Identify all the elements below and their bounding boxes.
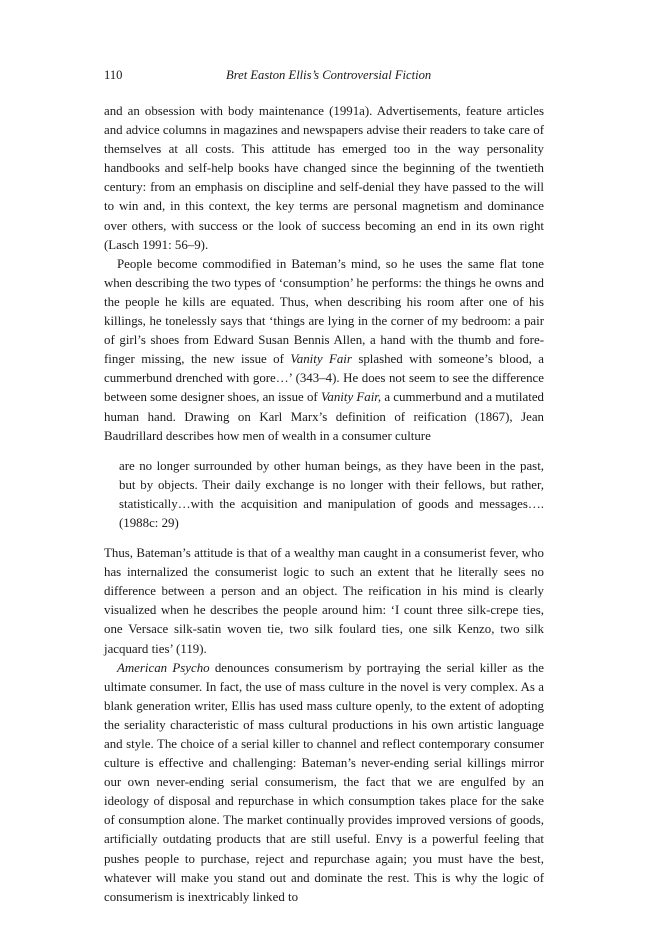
page-number: 110 (104, 68, 123, 82)
text-run: People become commodified in Bateman’s mind, so he uses the same flat tone when describing the two types of ‘consumption’ he performs: the things he owns and the people he kills are equated. Thus, when describing his room after one of his killings, he tonelessly says that ‘things are lying in the corner of my bedroom: a pair of girl’s shoes from Edward Susan Bennis Allen, a hand with the thumb and fore-finger missing, the new issue of (104, 256, 544, 367)
running-head (104, 68, 544, 88)
body-paragraph (104, 659, 544, 907)
text-run: splashed with someone’s blood, a cummerbund drenched with gore…’ (343–4). He does not seem to see the difference between some designer shoes, an issue of (104, 352, 545, 405)
body-paragraph (104, 255, 544, 446)
body-paragraph (104, 102, 544, 255)
italic-title: Vanity Fair (290, 352, 352, 367)
body-paragraph (104, 544, 544, 659)
text-run: and an obsession with body maintenance (1991a). Advertisements, feature articles and advice columns in magazines and newspapers advise their readers to take care of themselves at all costs. This attitude has emerged too in the way personality handbooks and self-help books have changed since the beginning of the twentieth century: from an emphasis on discipline and self-denial they have passed to the will to win and, in this context, the key terms are personal magnetism and dominance over others, with success or the look of success becoming an end in its own right (Lasch 1991: 56–9). (104, 104, 544, 252)
running-title: Bret Easton Ellis’s Controversial Fiction (226, 68, 432, 82)
book-page (104, 68, 544, 907)
body-text (104, 102, 544, 907)
block-quote (119, 457, 544, 533)
text-run: Thus, Bateman’s attitude is that of a wealthy man caught in a consumerist fever, who has internalized the consumerist logic to such an extent that he literally sees no difference between a person and an object. The reification in his mind is clearly visualized when he describes the people around him: ‘I count three silk-crepe ties, one Versace silk-satin woven tie, two silk foulard ties, one silk Kenzo, two silk jacquard ties’ (119). (104, 546, 544, 656)
italic-title: American Psycho (117, 660, 210, 675)
text-run: denounces consumerism by portraying the serial killer as the ultimate consumer. In fact, the use of mass culture in the novel is very complex. As a blank generation writer, Ellis has used mass culture openly, to the extent of adopting the seriality characteristic of mass cultural productions in his own artistic language and style. The choice of a serial killer to channel and reflect contemporary consumer culture is effective and challenging: Bateman’s never-ending serial killings mirror our own never-ending serial consumerism, the fact that we are engulfed by an ideology of disposal and repurchase in which consumption takes place for the sake of consumption alone. The market continually provides improved versions of goods, artificially outdating products that are still useful. Envy is a powerful feeling that pushes people to purchase, reject and repurchase again; you must have the best, whatever will make you stand out and dominate the rest. This is why the logic of consumerism is inextricably linked to (104, 660, 545, 904)
text-run: a cummerbund and a mutilated human hand. Drawing on Karl Marx’s definition of reification (1867), Jean Baudrillard describes how men of wealth in a consumer culture (104, 390, 544, 443)
italic-title: Vanity Fair, (320, 390, 382, 405)
text-run: are no longer surrounded by other human beings, as they have been in the past, but by objects. Their daily exchange is no longer with their fellows, but rather, statistically…with the acquisition and manipulation of goods and messages…. (1988c: 29) (119, 458, 544, 530)
